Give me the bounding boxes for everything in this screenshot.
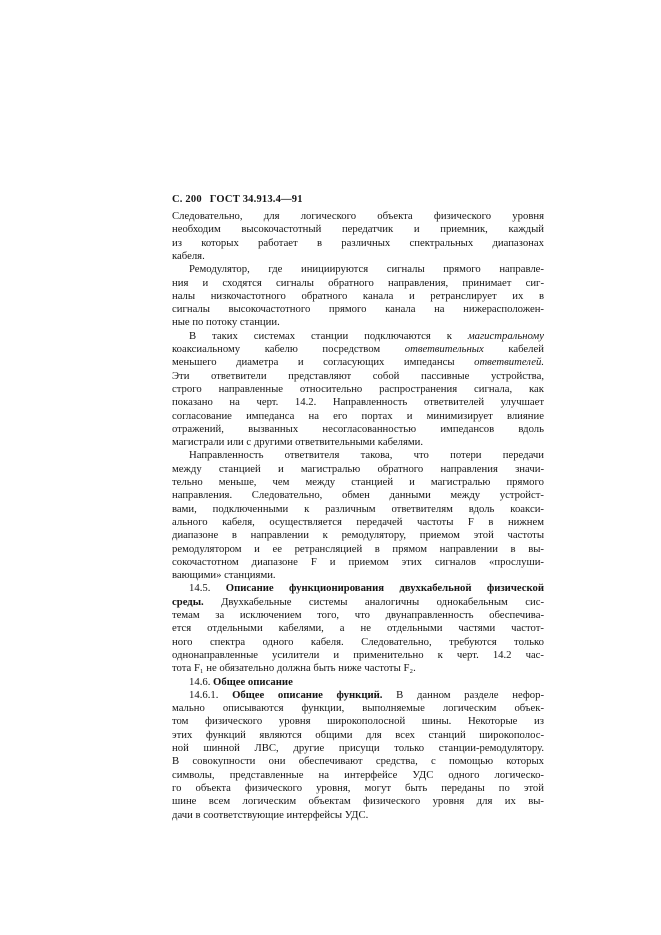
- text-line: Эти ответвители представляют собой пассивные устройства,: [172, 369, 544, 382]
- text-line: го объекта физического уровня, могут быть переданы по этой: [172, 781, 544, 794]
- text-line: однонаправленные усилители и применительно к черт. 14.2 час-: [172, 648, 544, 661]
- text-line: среды. Двухкабельные системы аналогичны однокабельным сис-: [172, 595, 544, 608]
- text-line: этих функций являются общими для всех станций широкополос-: [172, 728, 544, 741]
- text-line: сокочастотном диапазоне F и приемом этих сигналов «прослуши-: [172, 555, 544, 568]
- text-line: Ремодулятор, где инициируются сигналы прямого направле-: [189, 263, 544, 276]
- text-line: согласование импеданса на его портах и минимизирует влияние: [172, 409, 544, 422]
- text-line: сигналы высокочастотного прямого канала на нижерасположен-: [172, 303, 544, 316]
- text-line: темам за исключением того, что двунаправленность обеспечива-: [172, 609, 544, 621]
- text-line: ного спектра одного кабеля. Следовательно, требуются только: [172, 635, 544, 648]
- section-14-6-heading: 14.6. Общее описание: [189, 675, 293, 688]
- page-header: [172, 194, 303, 205]
- text-line: вами, подключенными к различным ответвителям вдоль коакси-: [172, 502, 544, 515]
- text-line: тельно меньше, чем между станцией и магистралью прямого: [172, 476, 544, 488]
- text-line: шине всем логическим объектам физического уровня для их вы-: [172, 795, 544, 808]
- text-line: В таких системах станции подключаются к магистральному: [189, 329, 544, 342]
- text-line: В совокупности они обеспечивают средства, с помощью которых: [172, 755, 544, 768]
- text-line: ется отдельными кабелями, а не отдельными частями частот-: [172, 622, 544, 635]
- text-line: налы низкочастотного обратного канала и ретранслирует их в: [172, 289, 544, 302]
- text-line: ремодулятором и ее ретрансляцией в прямом направлении в вы-: [172, 542, 544, 555]
- text-line: необходим высокочастотный передатчик и приемник, каждый: [172, 223, 544, 236]
- text-line: тота F₁ не обязательно должна быть ниже частоты F₂.: [172, 662, 416, 675]
- section-14-5-heading: 14.5. Описание функционирования двухкабельной физической: [189, 582, 545, 595]
- text-line: показано на черт. 14.2. Направленность ответвителей улучшает: [172, 396, 544, 409]
- text-line: коаксиальному кабелю посредством ответвительных кабелей: [172, 343, 544, 355]
- text-line: кабеля.: [172, 249, 205, 262]
- text-line: строго направленные относительно распространения сигнала, как: [172, 382, 544, 395]
- text-line: ния и сходятся сигналы обратного направления, принимает сиг-: [172, 276, 544, 289]
- text-line: символы, представленные на интерфейсе УДС одного логическо-: [172, 768, 544, 781]
- text-line: ные по потоку станции.: [172, 316, 280, 329]
- text-line: дачи в соответствующие интерфейсы УДС.: [172, 808, 369, 821]
- text-line: ального кабеля, осуществляется передачей частоты F в нижнем: [172, 515, 544, 528]
- text-line: магистрали или с другими ответвительными кабелями.: [172, 436, 424, 449]
- text-line: вающими» станциями.: [172, 569, 276, 582]
- text-line: Направленность ответвителя такова, что потери передачи: [189, 449, 544, 462]
- text-line: из которых работает в различных спектральных диапазонах: [172, 236, 544, 249]
- text-line: ной шинной ЛВС, другие присущи только станции-ремодулятору.: [172, 742, 544, 754]
- text-line: направления. Следовательно, обмен данными между устройст-: [172, 489, 544, 502]
- text-line: диапазоне в направлении к ремодулятору, приемом этой частоты: [172, 529, 544, 542]
- standard-code: ГОСТ 34.913.4—91: [209, 194, 303, 205]
- page-number: С. 200: [172, 194, 202, 205]
- text-line: мально описываются функции, выполняемые логическим объек-: [172, 702, 544, 715]
- text-line: Следовательно, для логического объекта физического уровня: [172, 210, 544, 222]
- text-line: меньшего диаметра и согласующих импедансы ответвителей.: [172, 356, 544, 369]
- text-line: между станцией и магистралью обратного направления значи-: [172, 462, 544, 475]
- text-line: том физического уровня широкополосной шины. Некоторые из: [172, 715, 544, 728]
- section-14-6-1-heading: 14.6.1. Общее описание функций. В данном разделе нефор-: [189, 688, 544, 701]
- text-line: отражений, вызванных несогласованностью импедансов вдоль: [172, 422, 544, 435]
